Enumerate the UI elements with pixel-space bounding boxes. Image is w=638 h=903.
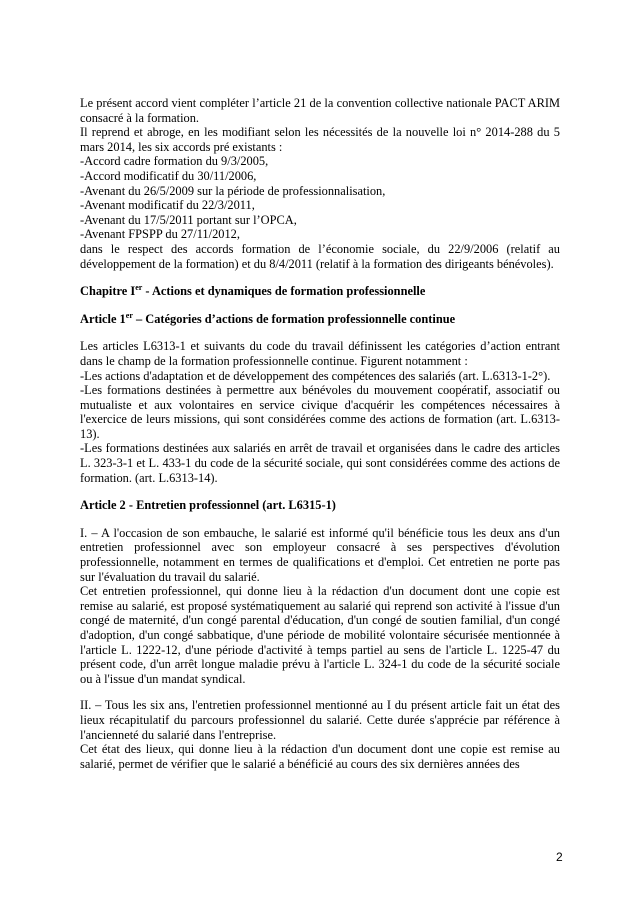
article-1-paragraph: Les articles L6313-1 et suivants du code du travail définissent les catégories d’action entrant dans le champ de la formation professionnelle continue. Figurent notamment :	[80, 339, 560, 368]
page-number: 2	[556, 850, 563, 864]
article-2-paragraph: Cet entretien professionnel, qui donne lieu à la rédaction d'un document dont une copie est remise au salarié, est proposé systématiquement au salarié qui reprend son activité à l'issue d'un congé de maternité, d'un congé parental d'éducation, d'un congé de soutien familial, d'un congé d'adoption, d'un congé sabbatique, d'une période de mobilité volontaire sécurisée mentionnée à l'article L. 1222-12, d'une période d'activité à temps partiel au sens de l'article L. 1225-47 du présent code, d'un arrêt longue maladie prévu à l'article L. 324-1 du code de la sécurité sociale ou à l'issue d'un mandat syndical.	[80, 584, 560, 686]
article-2-paragraph: Cet état des lieux, qui donne lieu à la rédaction d'un document dont une copie est remise au salarié, permet de vérifier que le salarié a bénéficié au cours des six dernières années des	[80, 742, 560, 771]
article-2-paragraph: II. – Tous les six ans, l'entretien professionnel mentionné au I du présent article fait un état des lieux récapitulatif du parcours professionnel du salarié. Cette durée s'apprécie par référence à l'ancienneté du salarié dans l'entreprise.	[80, 698, 560, 742]
intro-list-item: -Avenant du 26/5/2009 sur la période de professionnalisation,	[80, 183, 386, 198]
article-1-heading-rest: – Catégories d’actions de formation professionnelle continue	[132, 311, 456, 326]
intro-list-item: -Accord modificatif du 30/11/2006,	[80, 168, 257, 183]
article-1-heading-sup: er	[125, 310, 133, 320]
intro-list-item: -Accord cadre formation du 9/3/2005,	[80, 154, 269, 169]
intro-paragraph: Il reprend et abroge, en les modifiant selon les nécessités de la nouvelle loi n° 2014-288 du 5 mars 2014, les six accords pré existants :	[80, 125, 560, 154]
chapter-heading	[80, 284, 560, 299]
article-1-heading-prefix: Article 1	[80, 311, 126, 326]
article-2-paragraph: I. – A l'occasion de son embauche, le salarié est informé qu'il bénéficie tous les deux ans d'un entretien professionnel avec son employeur consacré à ses perspectives d'évolution professionnelle, notamment en termes de qualifications et d'emploi. Cet entretien ne porte pas sur l'évaluation du travail du salarié.	[80, 525, 560, 584]
intro-list-item: -Avenant du 17/5/2011 portant sur l’OPCA,	[80, 212, 297, 227]
article-1-paragraph: -Les actions d'adaptation et de développement des compétences des salariés (art. L.6313-1-2°).	[80, 368, 551, 383]
article-1-heading	[80, 312, 560, 327]
article-1-paragraph: -Les formations destinées à permettre aux bénévoles du mouvement coopératif, associatif ou mutualiste et aux volontaires en service civique d'acquérir les compétences nécessaires à l'exercice de leurs missions, qui sont considérées comme des actions de formation (art. L.6313-13).	[80, 383, 560, 441]
intro-paragraph: dans le respect des accords formation de l’économie sociale, du 22/9/2006 (relatif au développement de la formation) et du 8/4/2011 (relatif à la formation des dirigeants bénévoles).	[80, 241, 560, 271]
chapter-heading-prefix: Chapitre I	[80, 284, 136, 299]
article-2-heading: Article 2 - Entretien professionnel (art. L6315-1)	[80, 498, 336, 513]
chapter-heading-rest: - Actions et dynamiques de formation professionnelle	[142, 284, 426, 299]
intro-list-item: -Avenant FPSPP du 27/11/2012,	[80, 227, 240, 242]
intro-paragraph: Le présent accord vient compléter l’article 21 de la convention collective nationale PACT ARIM consacré à la formation.	[80, 96, 560, 125]
intro-list-item: -Avenant modificatif du 22/3/2011,	[80, 198, 255, 213]
chapter-heading-sup: er	[135, 283, 143, 292]
article-1-paragraph: -Les formations destinées aux salariés en arrêt de travail et organisées dans le cadre des articles L. 323-3-1 et L. 433-1 du code de la sécurité sociale, qui sont considérées comme des actions de formation. (art. L.6313-14).	[80, 441, 560, 485]
document-page	[80, 96, 560, 771]
